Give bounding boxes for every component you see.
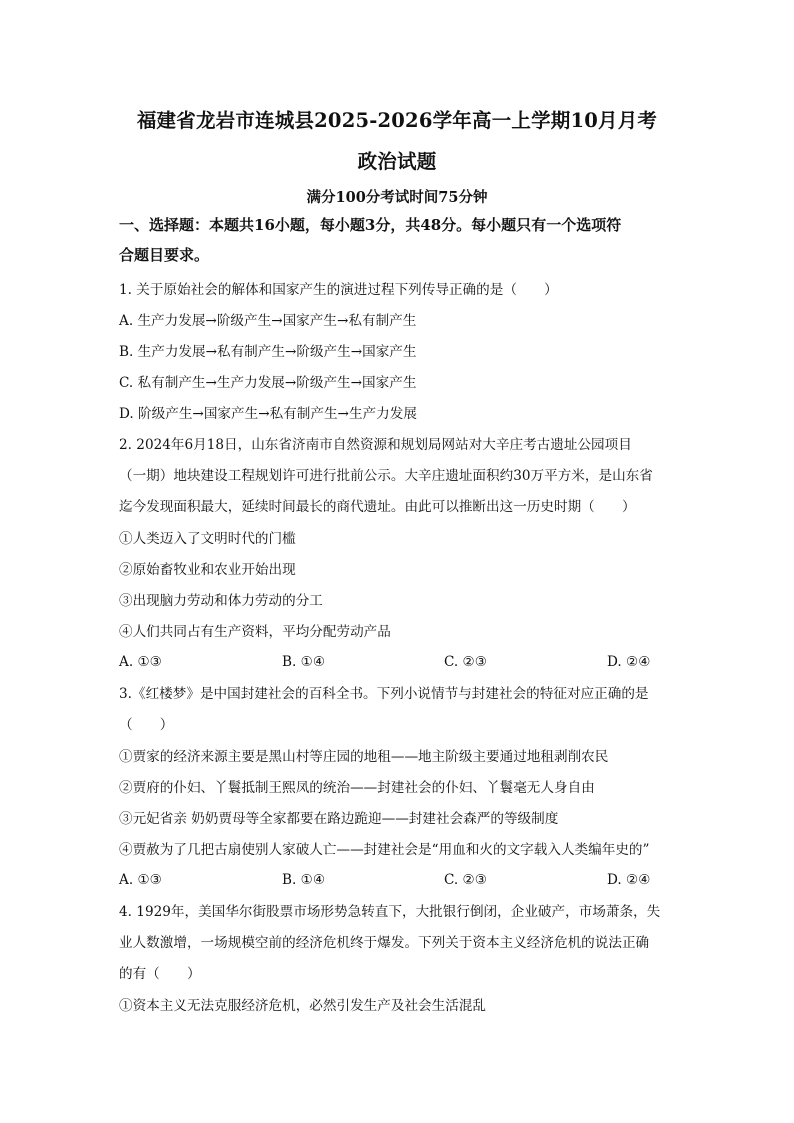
section-heading: 一、选择题：本题共16小题，每小题3分，共48分。每小题只有一个选项符 — [119, 216, 622, 234]
question-3-choice-d: D. ②④ — [607, 872, 651, 888]
question-2-choice-b: B. ①④ — [282, 654, 326, 670]
question-2-choice-c: C. ②③ — [444, 654, 487, 670]
question-4-stem-line2: 业人数激增，一场规模空前的经济危机终于爆发。下列关于资本主义经济危机的说法正确 — [119, 935, 650, 951]
question-1-option-d: D. 阶级产生→国家产生→私有制产生→生产力发展 — [119, 406, 417, 422]
question-2-stem-line3: 迄今发现面积最大，延续时间最长的商代遗址。由此可以推断出这一历史时期（ ） — [119, 499, 636, 515]
question-1-stem: 1. 关于原始社会的解体和国家产生的演进过程下列传导正确的是（ ） — [119, 282, 558, 298]
exam-info: 满分100分考试时间75分钟 — [306, 189, 488, 206]
question-2-item-2: ②原始畜牧业和农业开始出现 — [119, 562, 296, 578]
question-1-option-b: B. 生产力发展→私有制产生→阶级产生→国家产生 — [119, 344, 417, 360]
question-2-item-3: ③出现脑力劳动和体力劳动的分工 — [119, 593, 323, 609]
question-2-stem: 2. 2024年6月18日，山东省济南市自然资源和规划局网站对大辛庄考古遗址公园项目 — [119, 437, 632, 453]
question-3-choice-b: B. ①④ — [282, 872, 326, 888]
section-heading-cont: 合题目要求。 — [119, 246, 210, 264]
document-title-subject: 政治试题 — [357, 150, 437, 173]
question-2-stem-line2: （一期）地块建设工程规划许可进行批前公示。大辛庄遗址面积约30万平方米，是山东省 — [119, 468, 653, 484]
document-title: 福建省龙岩市连城县2025-2026学年高一上学期10月月考 — [136, 109, 658, 132]
question-2-choices — [119, 654, 679, 672]
question-4-item-1: ①资本主义无法克服经济危机，必然引发生产及社会生活混乱 — [119, 998, 487, 1014]
question-1-option-a: A. 生产力发展→阶级产生→国家产生→私有制产生 — [119, 313, 417, 329]
question-3-item-3: ③元妃省亲 奶奶贾母等全家都要在路边跪迎——封建社会森严的等级制度 — [119, 811, 559, 827]
question-2-choice-d: D. ②④ — [607, 654, 651, 670]
question-3-item-2: ②贾府的仆妇、丫鬟抵制王熙凤的统治——封建社会的仆妇、丫鬟毫无人身自由 — [119, 780, 595, 796]
question-2-choice-a: A. ①③ — [119, 654, 162, 670]
question-3-choice-a: A. ①③ — [119, 872, 162, 888]
question-4-stem-line3: 的有（ ） — [119, 966, 201, 982]
question-2-item-1: ①人类迈入了文明时代的门槛 — [119, 531, 296, 547]
question-3-item-4: ④贾赦为了几把古扇使别人家破人亡——封建社会是“用血和火的文字载入人类编年史的” — [119, 842, 650, 858]
question-3-stem-line2: （ ） — [119, 717, 174, 733]
question-2-item-4: ④人们共同占有生产资料，平均分配劳动产品 — [119, 624, 391, 640]
question-3-stem: 3.《红楼梦》是中国封建社会的百科全书。下列小说情节与封建社会的特征对应正确的是 — [119, 686, 649, 702]
question-3-item-1: ①贾家的经济来源主要是黑山村等庄园的地租——地主阶级主要通过地租剥削农民 — [119, 749, 609, 765]
question-3-choice-c: C. ②③ — [444, 872, 487, 888]
question-3-choices — [119, 872, 679, 890]
question-1-option-c: C. 私有制产生→生产力发展→阶级产生→国家产生 — [119, 375, 417, 391]
question-4-stem: 4. 1929年，美国华尔街股票市场形势急转直下，大批银行倒闭，企业破产，市场萧条，失 — [119, 904, 661, 920]
